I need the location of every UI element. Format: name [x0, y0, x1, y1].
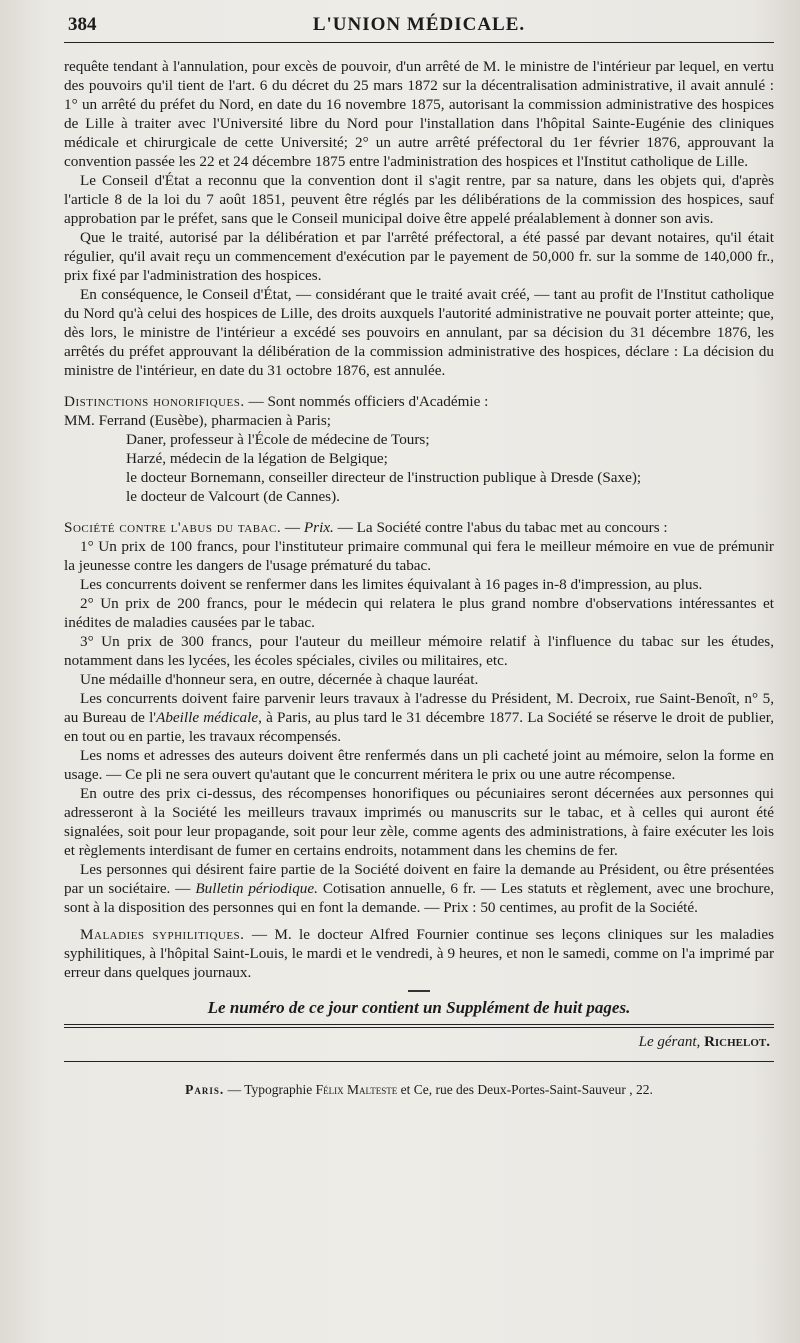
prize-3: 3° Un prix de 300 francs, pour l'auteur du meilleur mémoire relatif à l'influence du tabac sur les études, notamment dans les lycées, les écoles spéciales, civiles ou militaires, etc.: [64, 633, 774, 669]
imprint: Paris. — Typographie Félix Malteste et Ce, rue des Deux-Portes-Saint-Sauveur , 22.: [185, 1081, 653, 1097]
paragraph-noms: Les noms et adresses des auteurs doivent être renfermés dans un pli cacheté joint au mémoire, selon la forme en usage. — Ce pli ne sera ouvert qu'autant que le concurrent méritera le prix ou une autre récompense.: [64, 747, 774, 783]
imprint-printer: Félix Malteste: [315, 1081, 398, 1097]
paragraph-requete: requête tendant à l'annulation, pour excès de pouvoir, d'un arrêté de M. le ministre de l'intérieur par lequel, en vertu des pouvoirs qu'il tient de l'art. 6 du décret du 25 mars 1872 sur la décentralisation administrative, il avait annulé : 1° un arrêté du préfet du Nord, en date du 16 novembre 1875, autorisant la commission administrative des hospices de Lille à traiter avec l'Université libre du Nord pour l'installation dans l'hôpital Sainte-Eugénie des cliniques médicale et chirurgicale de cette Université; 2° un autre arrêté préfectoral du 1er février 1876, approuvant la convention passée les 22 et 24 décembre 1875 entre l'administration des hospices et l'Institut catholique de Lille.: [64, 58, 774, 170]
list-item: Harzé, médecin de la légation de Belgique;: [126, 450, 388, 467]
list-item: MM. Ferrand (Eusèbe), pharmacien à Paris;: [64, 412, 331, 429]
article-body: [64, 57, 774, 982]
paragraph-consequence: En conséquence, le Conseil d'État, — considérant que le traité avait créé, — tant au profit de l'Institut catholique du Nord qu'à celui des hospices de Lille, des droits auxquels l'autorité administrative ne pouvait porter atteinte; que, dès lors, le ministre de l'intérieur a excédé ses pouvoirs en annulant, par sa décision du 31 décembre 1876, les arrêtés du préfet approuvant la délibération de la commission administrative des hospices, déclare : La décision du ministre de l'intérieur, en date du 31 octobre 1876, est annulée.: [64, 286, 774, 379]
tabac-heading: Société contre l'abus du tabac.: [64, 519, 282, 536]
distinctions-heading-rest: — Sont nommés officiers d'Académie :: [244, 393, 489, 410]
paragraph-concurrents: Les concurrents doivent faire parvenir leurs travaux à l'adresse du Président, M. Decroix, rue Saint-Benoît, n° 5, au Bureau de l'Abeille médicale, à Paris, au plus tard le 31 décembre 1877. La Société se réserve le droit de publier, en tout ou en partie, les travaux récompensés.: [64, 690, 775, 745]
tabac-heading-rest: — La Société contre l'abus du tabac met au concours :: [333, 519, 668, 536]
medal-note: Une médaille d'honneur sera, en outre, décernée à chaque lauréat.: [80, 671, 479, 688]
tabac-section: Société contre l'abus du tabac. — Prix. — La Société contre l'abus du tabac met au concours :: [64, 519, 668, 536]
bulletin-periodique: Bulletin périodique.: [195, 880, 318, 897]
list-item: Daner, professeur à l'École de médecine de Tours;: [126, 431, 430, 448]
maladies-section: [64, 925, 774, 982]
prix-label: Prix.: [303, 519, 334, 536]
short-rule: [408, 990, 430, 992]
supplement-notice: Le numéro de ce jour contient un Supplément de huit pages.: [207, 997, 631, 1017]
gerant-line: [64, 1034, 770, 1051]
prize-1: 1° Un prix de 100 francs, pour l'instituteur primaire communal qui fera le meilleur mémoire en vue de prémunir la jeunesse contre les dangers de l'usage prématuré du tabac.: [64, 538, 774, 574]
running-title: L'UNION MÉDICALE.: [312, 14, 526, 35]
maladies-text: — M. le docteur Alfred Fournier continue ses leçons cliniques sur les maladies syphilitiques, à l'hôpital Saint-Louis, le mardi et le vendredi, à 9 heures, et non le samedi, comme on l'a imprimé par erreur dans quelques journaux.: [64, 926, 774, 981]
paragraph-personnes: Les personnes qui désirent faire partie de la Société doivent en faire la demande au Président, ou être présentées par un sociétaire. — Bulletin périodique. Cotisation annuelle, 6 fr. — Les statuts et règlement, avec une brochure, sont à la disposition des personnes qui en font la demande. — Prix : 50 centimes, au profit de la Société.: [64, 861, 775, 916]
page-number: 384: [68, 14, 97, 35]
list-item: le docteur Bornemann, conseiller directeur de l'instruction publique à Dresde (Saxe);: [126, 469, 642, 486]
footer-rule: [64, 1061, 774, 1062]
gerant-name: Richelot.: [704, 1033, 770, 1050]
paragraph-outre: En outre des prix ci-dessus, des récompenses honorifiques ou pécuniaires seront décernées aux personnes qui adresseront à la Société les meilleurs travaux imprimés ou manuscrits sur le tabac, et à celles qui auront été signalées, soit pour leur propagande, soit pour leur zèle, comme agents des administrations, à faire exécuter les lois et règlements interdisant de fumer en certains endroits, notamment dans les chemins de fer.: [64, 785, 774, 859]
paragraph-conseil: Le Conseil d'État a reconnu que la convention dont il s'agit rentre, par sa nature, dans les objets qui, d'après l'article 8 de la loi du 7 août 1851, peuvent être réglés par les délibérations de la commission des hospices, sauf approbation par le préfet, sans que le Conseil municipal doive être appelé préalablement à donner son avis.: [64, 172, 774, 227]
abeille-medicale: Abeille médicale: [156, 709, 259, 726]
distinctions-heading: Distinctions honorifiques.: [64, 393, 245, 410]
double-rule: [64, 1024, 774, 1028]
prize-2: 2° Un prix de 200 francs, pour le médecin qui relatera le plus grand nombre d'observations intéressantes et inédites de maladies causées par le tabac.: [64, 595, 774, 631]
maladies-heading: Maladies syphilitiques.: [80, 926, 245, 943]
gerant-label: Le gérant,: [638, 1033, 701, 1050]
paragraph-traite: Que le traité, autorisé par la délibération et par l'arrêté préfectoral, a été passé par devant notaires, qu'il était régulier, qu'il avait reçu un commencement d'exécution par le payement de 50,000 fr. sur la somme de 140,000 fr., prix fixé par l'administration des hospices.: [64, 229, 774, 284]
list-item: le docteur de Valcourt (de Cannes).: [126, 488, 340, 505]
imprint-city: Paris.: [185, 1081, 225, 1097]
page-header: [64, 8, 774, 43]
distinctions-section: [64, 392, 774, 411]
prize-1-limits: Les concurrents doivent se renfermer dans les limites équivalant à 16 pages in-8 d'impression, au plus.: [80, 576, 703, 593]
distinctions-list: [64, 411, 774, 506]
